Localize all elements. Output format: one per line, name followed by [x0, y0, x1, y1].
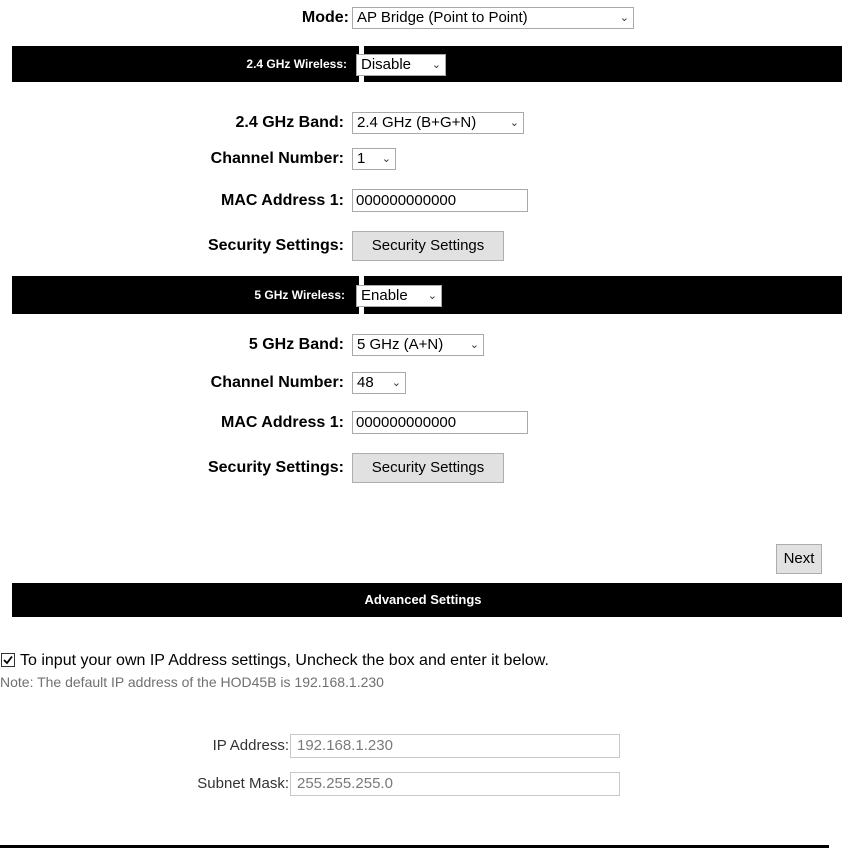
- chevron-down-icon: ⌄: [469, 339, 479, 351]
- wireless-5-state-select[interactable]: [356, 285, 442, 307]
- default-ip-note: Note: The default IP address of the HOD45B is 192.168.1.230: [0, 674, 384, 690]
- chevron-down-icon: ⌄: [381, 153, 391, 165]
- ip-address-input[interactable]: 192.168.1.230: [290, 734, 620, 758]
- subnet-mask-label: Subnet Mask:: [197, 775, 289, 792]
- channel-5-label: Channel Number:: [210, 374, 344, 391]
- mac-24-label: MAC Address 1:: [221, 192, 344, 209]
- ip-override-text: To input your own IP Address settings, Uncheck the box and enter it below.: [20, 652, 549, 669]
- mac-5-input[interactable]: 000000000000: [352, 411, 528, 434]
- wireless-5-bar-label: 5 GHz Wireless:: [254, 288, 345, 302]
- chevron-down-icon: ⌄: [509, 117, 519, 129]
- wireless-5-state-value: Enable: [361, 287, 408, 304]
- bottom-divider: [0, 845, 829, 848]
- mode-select-value: AP Bridge (Point to Point): [357, 9, 528, 26]
- chevron-down-icon: ⌄: [431, 59, 441, 71]
- wireless-5-bar: [12, 276, 842, 314]
- wireless-24-bar-label: 2.4 GHz Wireless:: [246, 57, 347, 71]
- security-5-label: Security Settings:: [207, 459, 344, 476]
- band-24-select[interactable]: [352, 112, 524, 134]
- security-5-button[interactable]: Security Settings: [352, 453, 504, 483]
- mac-5-label: MAC Address 1:: [221, 414, 344, 431]
- mac-24-input[interactable]: 000000000000: [352, 189, 528, 212]
- security-24-button[interactable]: Security Settings: [352, 231, 504, 261]
- checkmark-icon: [2, 654, 14, 666]
- ip-override-checkbox[interactable]: [1, 653, 15, 667]
- security-24-label: Security Settings:: [207, 237, 344, 254]
- ip-address-label: IP Address:: [212, 737, 289, 754]
- channel-5-value: 48: [357, 374, 374, 391]
- chevron-down-icon: ⌄: [427, 290, 437, 302]
- channel-5-select[interactable]: [352, 372, 406, 394]
- chevron-down-icon: ⌄: [391, 377, 401, 389]
- band-5-value: 5 GHz (A+N): [357, 336, 444, 353]
- advanced-settings-title: Advanced Settings: [364, 592, 482, 607]
- channel-24-select[interactable]: [352, 148, 396, 170]
- advanced-settings-bar: [12, 583, 842, 617]
- channel-24-value: 1: [357, 150, 366, 167]
- band-5-select[interactable]: [352, 334, 484, 356]
- wireless-24-bar: [12, 46, 842, 82]
- band-24-label: 2.4 GHz Band:: [235, 114, 344, 131]
- wireless-24-state-value: Disable: [361, 56, 412, 73]
- channel-24-label: Channel Number:: [210, 150, 344, 167]
- subnet-mask-input[interactable]: 255.255.255.0: [290, 772, 620, 796]
- mode-select[interactable]: [352, 7, 634, 29]
- mode-label: Mode:: [301, 9, 349, 26]
- band-5-label: 5 GHz Band:: [248, 336, 344, 353]
- chevron-down-icon: ⌄: [619, 12, 629, 24]
- wireless-24-state-select[interactable]: [356, 54, 446, 76]
- band-24-value: 2.4 GHz (B+G+N): [357, 114, 477, 131]
- next-button[interactable]: Next: [776, 544, 822, 574]
